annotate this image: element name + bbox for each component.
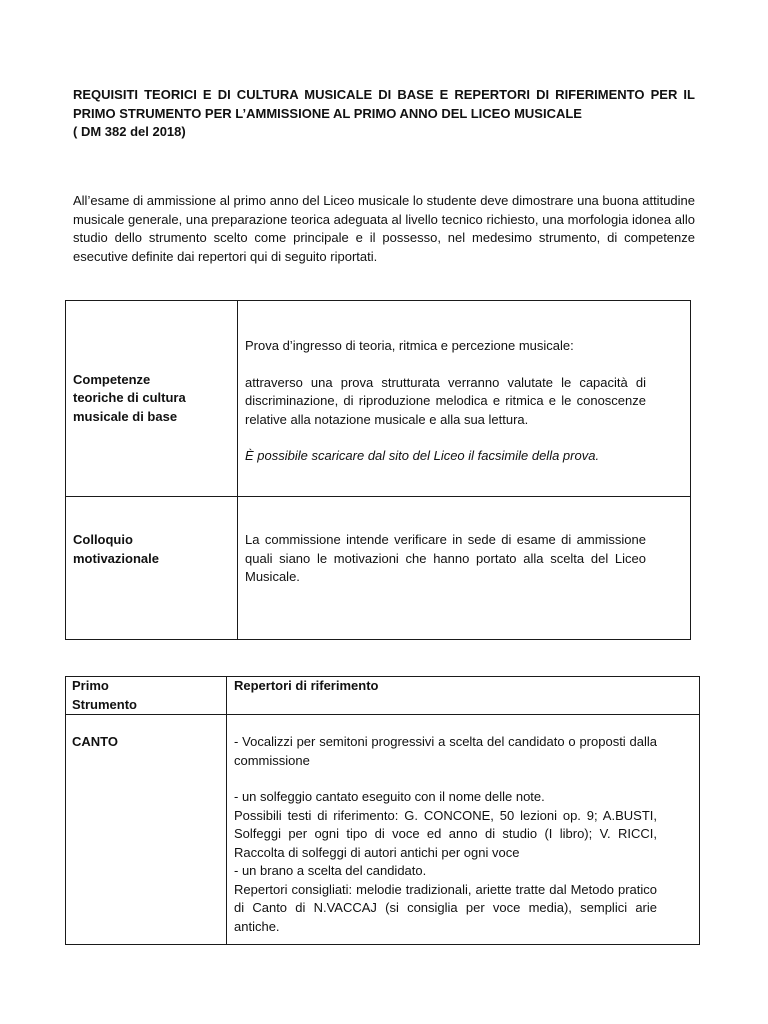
- instrument-cell: [66, 715, 227, 945]
- heading-line-3: ( DM 382 del 2018): [73, 124, 186, 139]
- table-row: [66, 715, 700, 945]
- repertoire-item-3-detail: Repertori consigliati: melodie tradizionali, ariette tratte dal Metodo pratico di Canto di N.VACCAJ (si consiglia per voce media), semplici arie antiche.: [234, 881, 657, 934]
- repertoire-item-2: - un solfeggio cantato eseguito con il nome delle note.: [234, 789, 545, 804]
- table-row: [66, 497, 691, 640]
- heading-line-1: REQUISITI TEORICI E DI CULTURA MUSICALE DI BASE E REPERTORI DI RIFERIMENTO PER IL: [73, 87, 695, 102]
- repertoire-table: [65, 676, 700, 945]
- theory-body: attraverso una prova strutturata verranno valutate le capacità di discriminazione, di riproduzione melodica e ritmica e le conoscenze relative alla notazione musicale e alla sua lettura.: [245, 374, 646, 427]
- repertoire-item-3: - un brano a scelta del candidato.: [234, 863, 427, 878]
- table-row: [66, 301, 691, 497]
- interview-content-cell: [238, 497, 691, 640]
- repertoire-content-cell: [227, 715, 700, 945]
- document-heading: [73, 86, 695, 142]
- theory-label-cell: [66, 301, 238, 497]
- repertoire-item-2-detail: Possibili testi di riferimento: G. CONCONE, 50 lezioni op. 9; A.BUSTI, Solfeggi per ogni tipo di voce ed anno di studio (I libro); V. RICCI, Raccolta di solfeggi di autori antichi per ogni voce: [234, 807, 657, 860]
- theory-content-cell: [238, 301, 691, 497]
- header-instrument-cell: [66, 677, 227, 715]
- header-repertoire-cell: [227, 677, 700, 715]
- theory-title: Prova d’ingresso di teoria, ritmica e percezione musicale:: [245, 338, 574, 353]
- heading-line-2: PRIMO STRUMENTO PER L’AMMISSIONE AL PRIMO ANNO DEL LICEO MUSICALE: [73, 105, 582, 121]
- intro-paragraph: All’esame di ammissione al primo anno del Liceo musicale lo studente deve dimostrare una buona attitudine musicale generale, una preparazione teorica adeguata al livello tecnico richiesto, una morfologia idonea allo studio dello strumento scelto come principale e il possesso, nel medesimo strumento, di competenze esecutive definite dai repertori qui di seguito riportati.: [73, 193, 695, 264]
- theory-label: Competenze teoriche di cultura musicale di base: [73, 371, 186, 424]
- theory-note: È possibile scaricare dal sito del Liceo il facsimile della prova.: [245, 448, 600, 463]
- interview-label: Colloquio motivazionale: [73, 532, 159, 566]
- header-instrument: Primo Strumento: [72, 678, 137, 712]
- requirements-table: [65, 300, 691, 640]
- instrument-name: CANTO: [72, 734, 118, 749]
- interview-body: La commissione intende verificare in sede di esame di ammissione quali siano le motivazioni che hanno portato alla scelta del Liceo Musicale.: [245, 532, 646, 584]
- table-header-row: [66, 677, 700, 715]
- interview-label-cell: [66, 497, 238, 640]
- header-repertoire: Repertori di riferimento: [234, 678, 379, 693]
- repertoire-item-1: - Vocalizzi per semitoni progressivi a scelta del candidato o proposti dalla commissione: [234, 734, 657, 768]
